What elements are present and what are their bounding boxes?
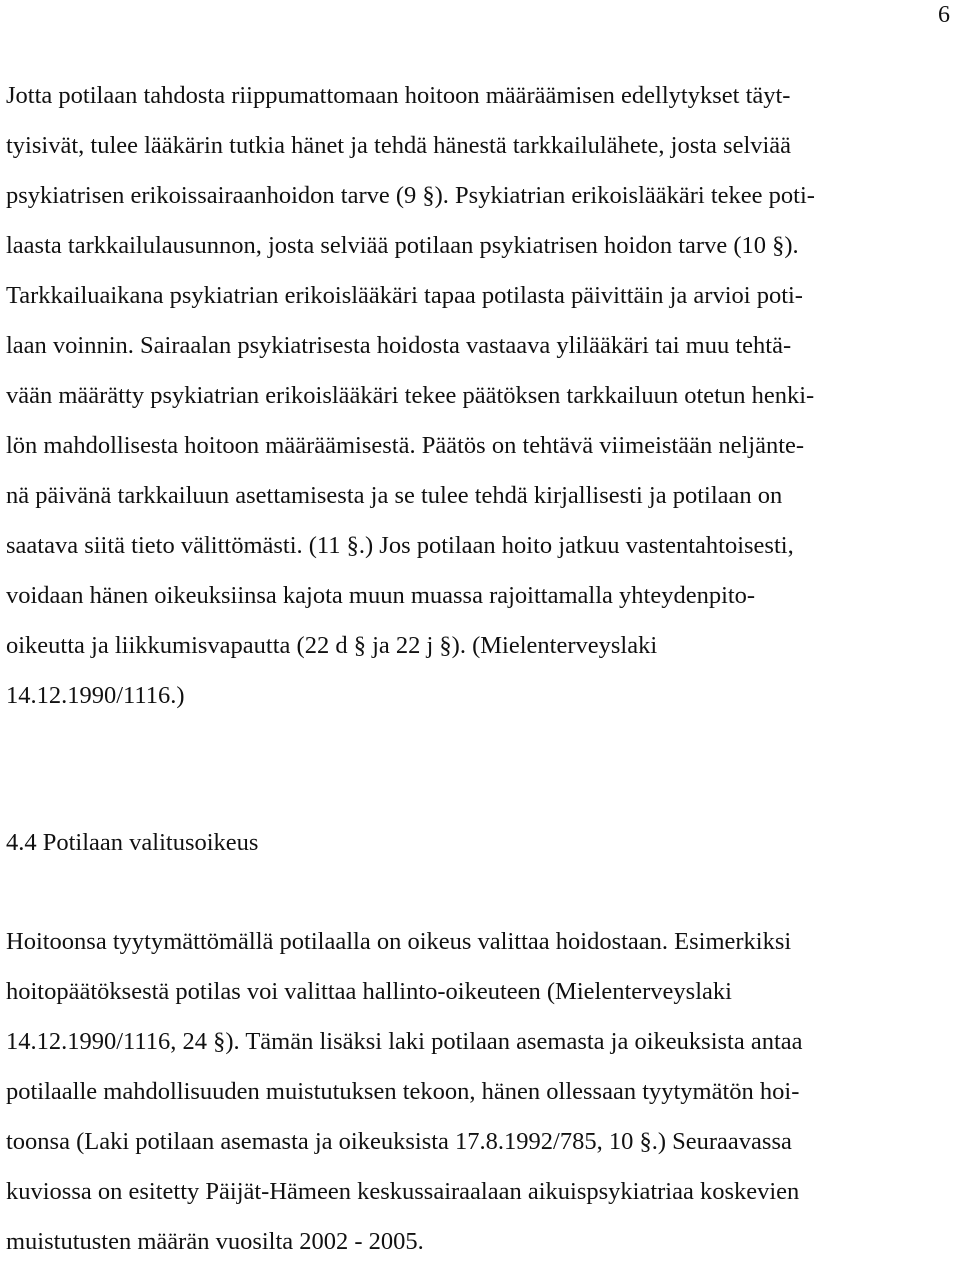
paragraph-line: oikeutta ja liikkumisvapautta (22 d § ja 22 j §). (Mielenterveyslaki xyxy=(6,632,658,659)
paragraph-line: potilaalle mahdollisuuden muistutuksen tekoon, hänen ollessaan tyytymätön hoi- xyxy=(6,1078,800,1105)
paragraph-line: 14.12.1990/1116, 24 §). Tämän lisäksi laki potilaan asemasta ja oikeuksista antaa xyxy=(6,1028,803,1055)
paragraph-line: voidaan hänen oikeuksiinsa kajota muun muassa rajoittamalla yhteydenpito- xyxy=(6,582,756,609)
paragraph-line: nä päivänä tarkkailuun asettamisesta ja se tulee tehdä kirjallisesti ja potilaan on xyxy=(6,482,783,509)
paragraph-line: toonsa (Laki potilaan asemasta ja oikeuksista 17.8.1992/785, 10 §.) Seuraavassa xyxy=(6,1128,792,1155)
paragraph-line: Hoitoonsa tyytymättömällä potilaalla on oikeus valittaa hoidostaan. Esimerkiksi xyxy=(6,928,792,955)
page-number: 6 xyxy=(938,2,950,28)
paragraph-line: hoitopäätöksestä potilas voi valittaa hallinto-oikeuteen (Mielenterveyslaki xyxy=(6,978,732,1005)
paragraph-line: laan voinnin. Sairaalan psykiatrisesta hoidosta vastaava ylilääkäri tai muu tehtä- xyxy=(6,332,792,359)
paragraph-line: saatava siitä tieto välittömästi. (11 §.) Jos potilaan hoito jatkuu vastentahtoisesti, xyxy=(6,532,794,559)
section-heading: 4.4 Potilaan valitusoikeus xyxy=(6,829,259,856)
paragraph-line: laasta tarkkailulausunnon, josta selviää potilaan psykiatrisen hoidon tarve (10 §). xyxy=(6,232,799,259)
paragraph-line: psykiatrisen erikoissairaanhoidon tarve (9 §). Psykiatrian erikoislääkäri tekee poti- xyxy=(6,182,815,209)
paragraph-line: Jotta potilaan tahdosta riippumattomaan hoitoon määräämisen edellytykset täyt- xyxy=(6,82,791,109)
paragraph-line: kuviossa on esitetty Päijät-Hämeen keskussairaalaan aikuispsykiatriaa koskevien xyxy=(6,1178,800,1205)
paragraph-line: muistutusten määrän vuosilta 2002 - 2005. xyxy=(6,1228,424,1255)
paragraph-line: vään määrätty psykiatrian erikoislääkäri tekee päätöksen tarkkailuun otetun henki- xyxy=(6,382,815,409)
paragraph-involuntary-treatment xyxy=(6,71,815,721)
paragraph-line: lön mahdollisesta hoitoon määräämisestä. Päätös on tehtävä viimeistään neljänte- xyxy=(6,432,805,459)
paragraph-line: tyisivät, tulee lääkärin tutkia hänet ja tehdä hänestä tarkkailulähete, josta selviää xyxy=(6,132,792,159)
paragraph-line: Tarkkailuaikana psykiatrian erikoislääkäri tapaa potilasta päivittäin ja arvioi poti- xyxy=(6,282,803,309)
paragraph-line: 14.12.1990/1116.) xyxy=(6,682,185,709)
paragraph-right-to-appeal xyxy=(6,917,803,1267)
